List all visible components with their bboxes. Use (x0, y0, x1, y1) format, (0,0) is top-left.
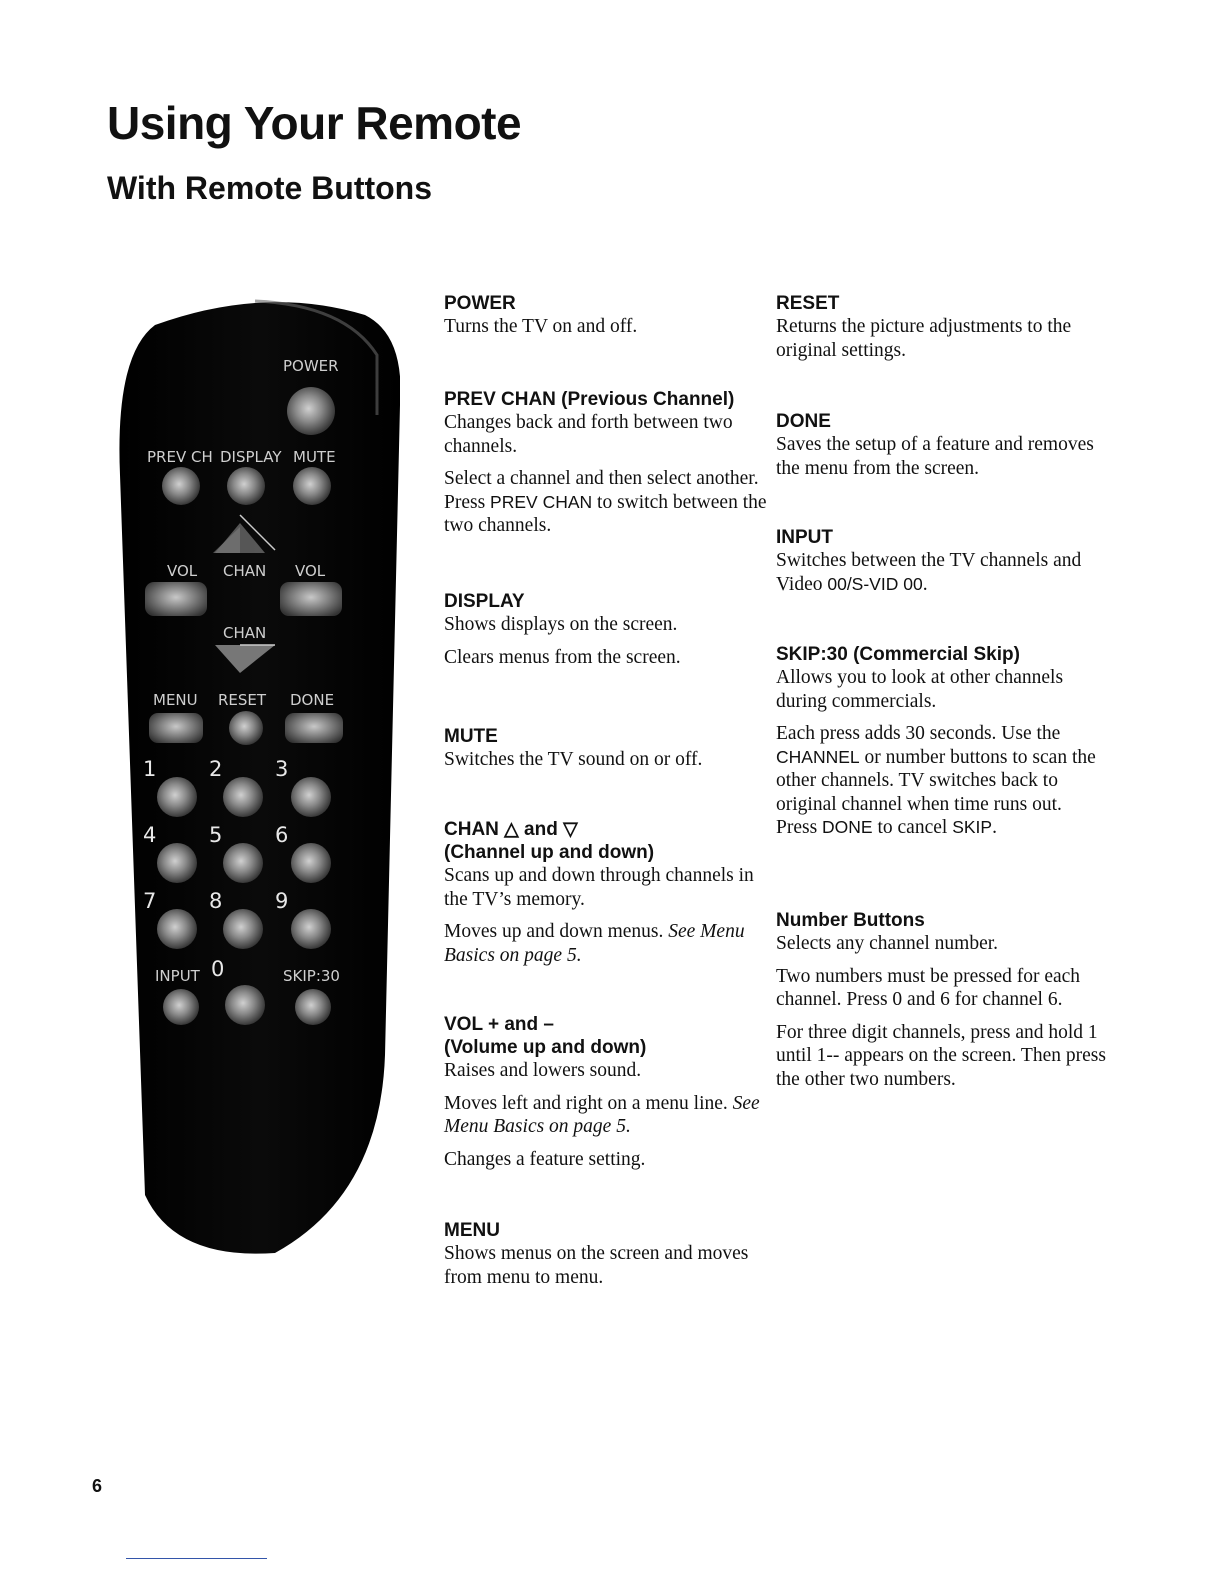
vol-down-button[interactable] (145, 582, 207, 616)
section-heading: CHAN △ and ▽ (444, 819, 578, 840)
right-column (776, 292, 1106, 1100)
remote-label-2: 2 (209, 757, 223, 781)
section-power (444, 292, 774, 388)
section-number-buttons (776, 909, 1106, 1091)
remote-label-chan-up: CHAN (223, 562, 267, 580)
footer-rule (126, 1558, 267, 1559)
section-text: For three digit channels, press and hold 1 until 1-- appears on the screen. Then press the other two numbers. (776, 1021, 1106, 1090)
section-heading: PREV CHAN (Previous Channel) (444, 389, 735, 410)
remote-label-done: DONE (290, 691, 335, 709)
section-prev-chan (444, 388, 774, 590)
section-text: Moves left and right on a menu line. See Menu Basics on page 5. (444, 1092, 760, 1137)
remote-label-3: 3 (275, 757, 289, 781)
remote-control-illustration (115, 295, 400, 1255)
remote-label-prev-ch: PREV CH (147, 448, 213, 466)
section-heading: Number Buttons (776, 910, 925, 931)
number-4-button[interactable] (157, 843, 197, 883)
section-text: Clears menus from the screen. (444, 646, 681, 668)
section-text: Returns the picture adjustments to the original settings. (776, 316, 1072, 361)
input-button[interactable] (163, 989, 199, 1025)
page-title: Using Your Remote (107, 97, 522, 149)
section-display (444, 590, 774, 725)
section-text: Shows menus on the screen and moves from menu to menu. (444, 1243, 749, 1288)
section-text: Saves the setup of a feature and removes the menu from the screen. (776, 434, 1094, 479)
menu-button[interactable] (149, 713, 203, 743)
section-text: Two numbers must be pressed for each channel. Press 0 and 6 for channel 6. (776, 965, 1081, 1010)
remote-label-5: 5 (209, 823, 223, 847)
remote-label-7: 7 (143, 889, 157, 913)
section-text: Raises and lowers sound. (444, 1060, 642, 1081)
section-text: Scans up and down through channels in the TV’s memory. (444, 865, 754, 910)
section-heading: INPUT (776, 527, 833, 548)
section-text: Turns the TV on and off. (444, 316, 638, 337)
section-chan (444, 818, 774, 1013)
remote-label-9: 9 (275, 889, 289, 913)
remote-label-skip: SKIP:30 (283, 967, 340, 985)
remote-label-chan-down: CHAN (223, 624, 267, 642)
remote-label-vol-right: VOL (295, 562, 326, 580)
remote-label-input: INPUT (155, 967, 200, 985)
section-done (776, 410, 1106, 526)
section-text: Select a channel and then select another. Press PREV CHAN to switch between the two channels. (444, 468, 767, 536)
page-number: 6 (92, 1476, 103, 1496)
page-subtitle: With Remote Buttons (107, 170, 433, 206)
section-skip (776, 643, 1106, 909)
remote-body-icon (115, 295, 400, 1255)
section-text: Switches between the TV channels and Video 00/S-VID 00. (776, 550, 1082, 595)
section-text: Allows you to look at other channels during commercials. (776, 667, 1064, 712)
reset-button[interactable] (229, 711, 263, 745)
remote-label-menu: MENU (153, 691, 198, 709)
section-heading: VOL + and – (444, 1014, 554, 1035)
remote-label-4: 4 (143, 823, 157, 847)
section-subheading: (Channel up and down) (444, 842, 655, 863)
display-button[interactable] (227, 467, 265, 505)
number-7-button[interactable] (157, 909, 197, 949)
section-text: Switches the TV sound on or off. (444, 749, 703, 770)
number-6-button[interactable] (291, 843, 331, 883)
number-9-button[interactable] (291, 909, 331, 949)
number-5-button[interactable] (223, 843, 263, 883)
section-mute (444, 725, 774, 818)
section-input (776, 526, 1106, 643)
remote-label-reset: RESET (218, 691, 267, 709)
section-menu (444, 1219, 774, 1289)
remote-label-power: POWER (283, 357, 339, 375)
number-2-button[interactable] (223, 777, 263, 817)
section-heading: DONE (776, 411, 831, 432)
done-button[interactable] (285, 713, 343, 743)
skip-button[interactable] (295, 989, 331, 1025)
section-text: Changes a feature setting. (444, 1148, 646, 1170)
section-text: Each press adds 30 seconds. Use the CHANNEL or number buttons to scan the other channels. TV switches back to original channel when time runs out. Press DONE to cancel SKIP. (776, 723, 1096, 838)
number-1-button[interactable] (157, 777, 197, 817)
remote-label-mute: MUTE (293, 448, 336, 466)
section-reset (776, 292, 1106, 410)
remote-label-0: 0 (211, 957, 225, 981)
power-button[interactable] (287, 387, 335, 435)
section-text: Moves up and down menus. See Menu Basics on page 5. (444, 921, 745, 966)
remote-label-display: DISPLAY (220, 448, 282, 466)
section-heading: DISPLAY (444, 591, 525, 612)
section-heading: RESET (776, 293, 840, 314)
section-heading: MUTE (444, 726, 498, 747)
section-subheading: (Volume up and down) (444, 1037, 647, 1058)
section-heading: SKIP:30 (Commercial Skip) (776, 644, 1020, 665)
vol-up-button[interactable] (280, 582, 342, 616)
section-text: Shows displays on the screen. (444, 614, 678, 635)
remote-label-1: 1 (143, 757, 157, 781)
section-heading: POWER (444, 293, 516, 314)
remote-label-vol-left: VOL (167, 562, 198, 580)
section-heading: MENU (444, 1220, 500, 1241)
section-text: Selects any channel number. (776, 933, 999, 954)
left-column (444, 292, 774, 1298)
number-3-button[interactable] (291, 777, 331, 817)
prev-ch-button[interactable] (162, 467, 200, 505)
remote-label-6: 6 (275, 823, 289, 847)
mute-button[interactable] (293, 467, 331, 505)
remote-label-8: 8 (209, 889, 223, 913)
number-8-button[interactable] (223, 909, 263, 949)
section-vol (444, 1013, 774, 1219)
number-0-button[interactable] (225, 985, 265, 1025)
section-text: Changes back and forth between two channels. (444, 412, 733, 457)
